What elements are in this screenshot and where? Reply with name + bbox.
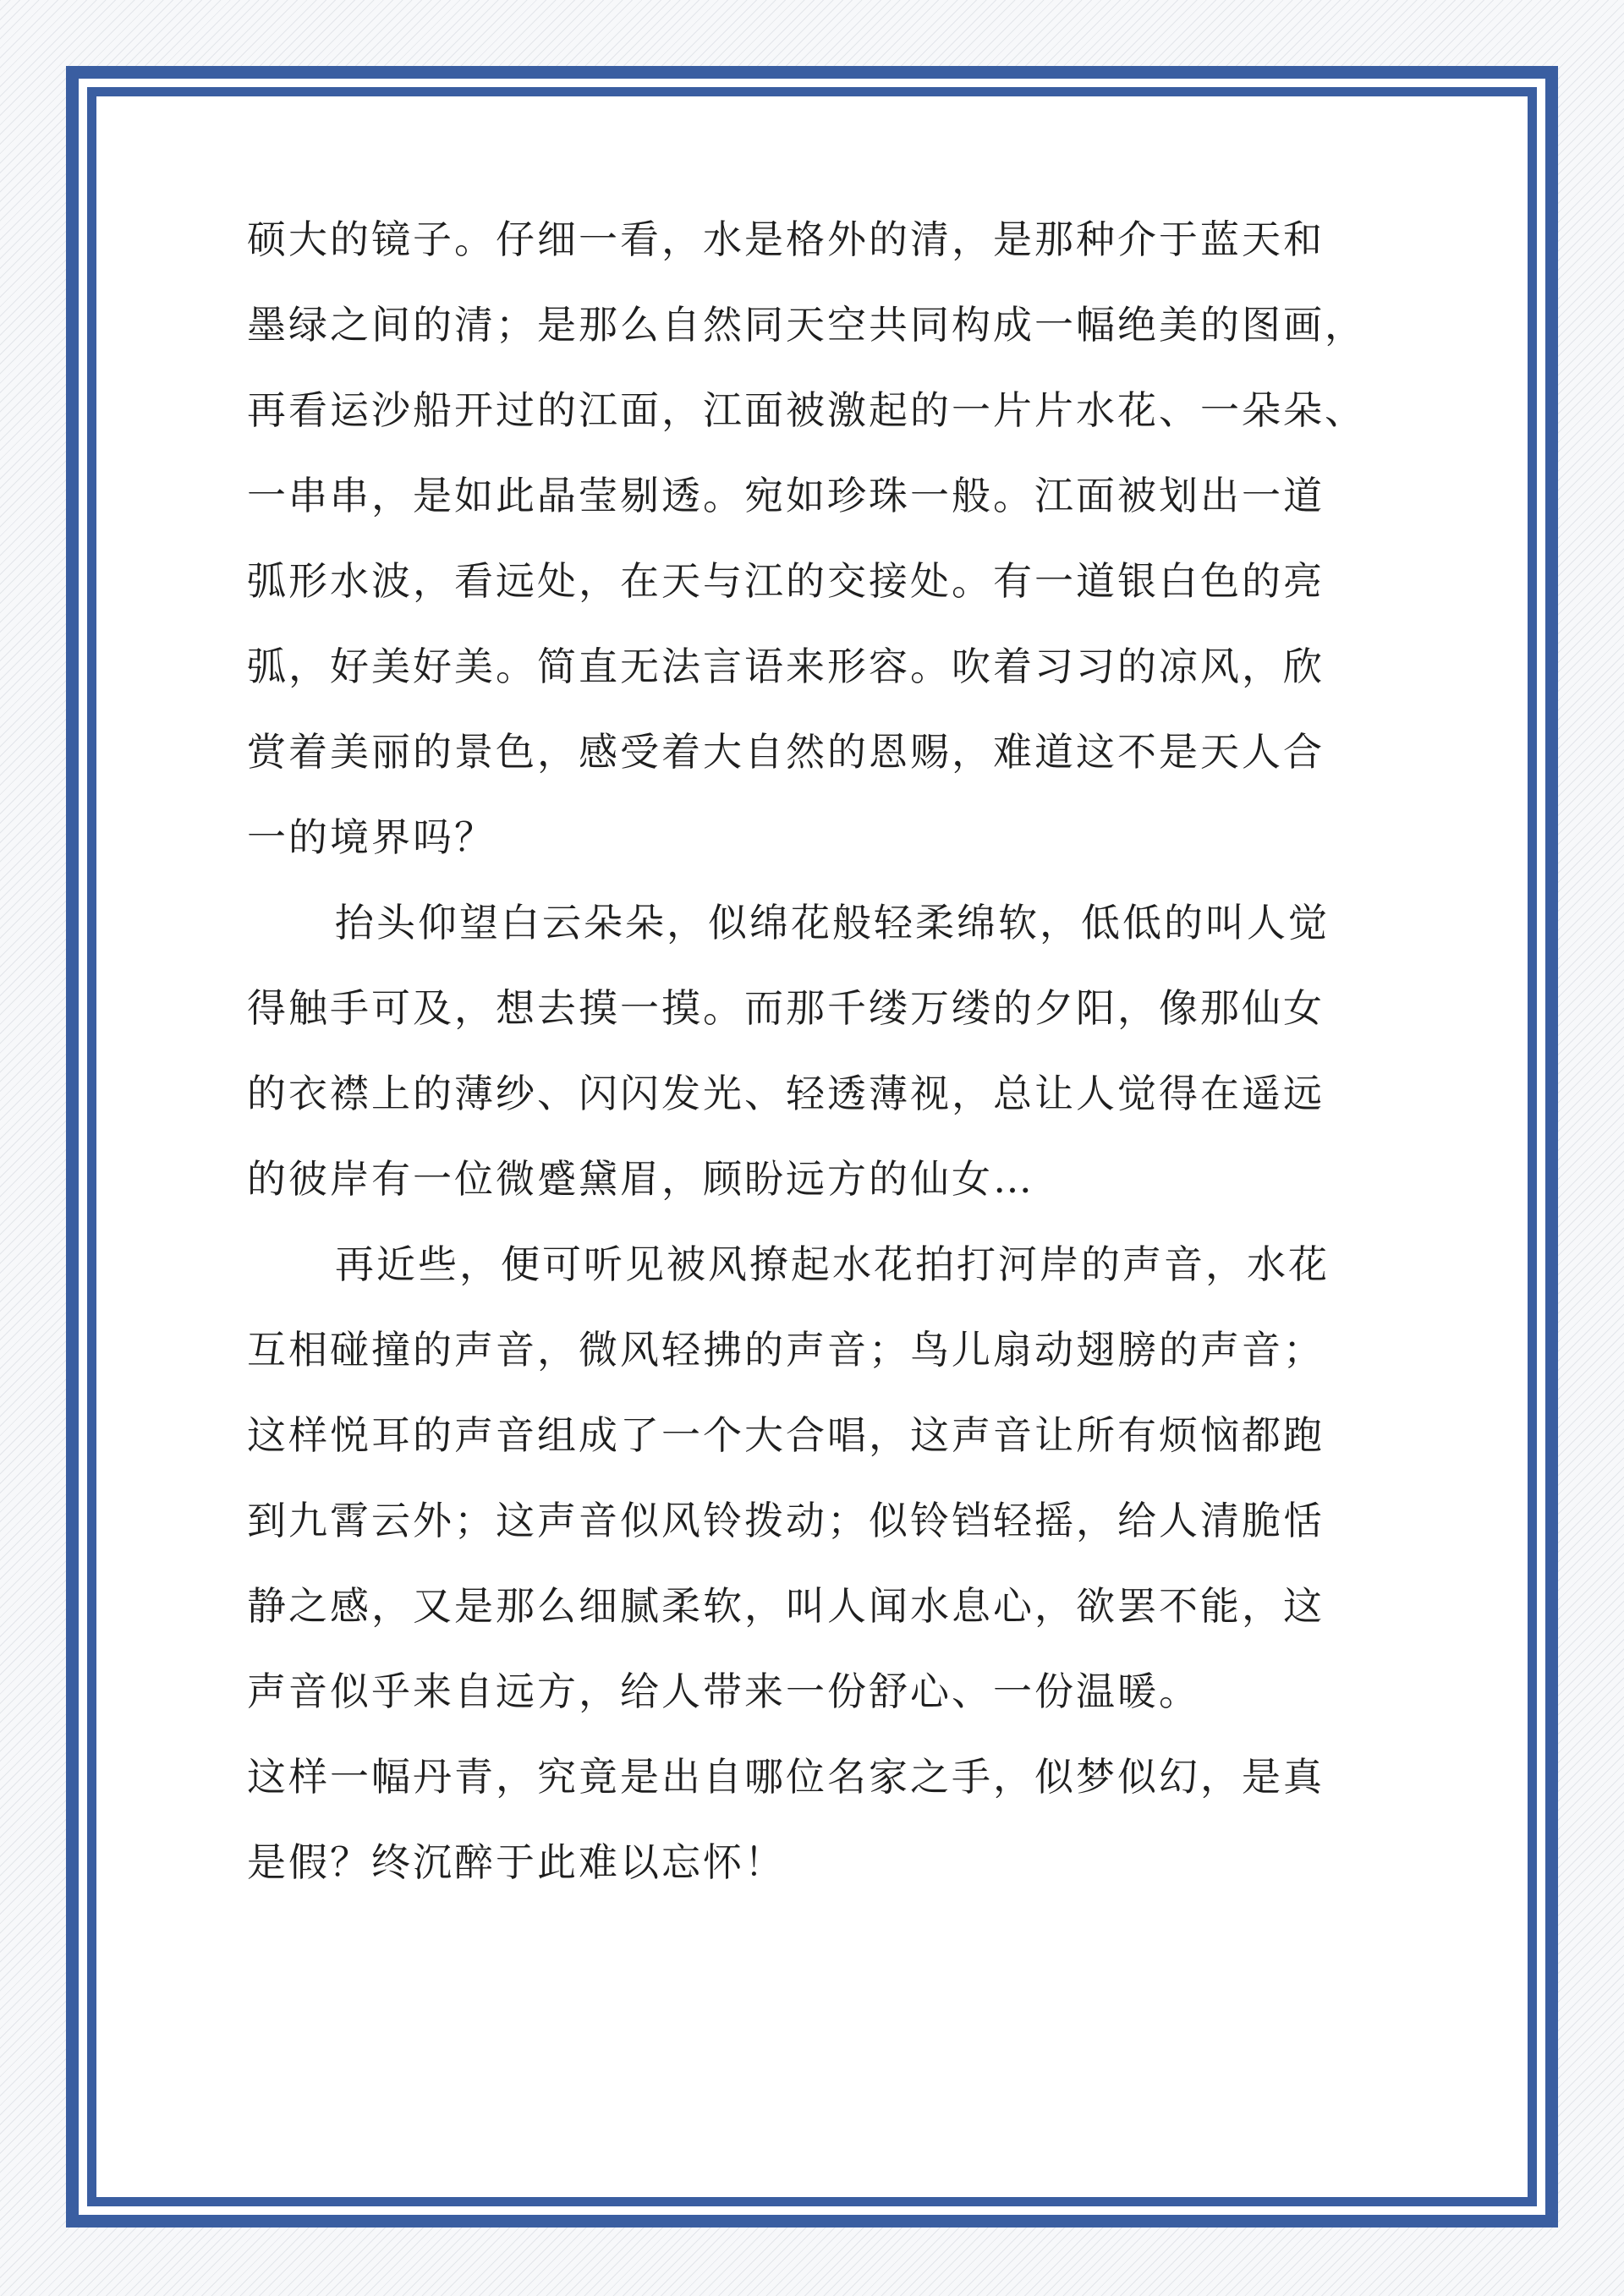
text-line: 再近些，便可听见被风撩起水花拍打河岸的声音，水花: [335, 1241, 1330, 1287]
document-body: [247, 197, 1380, 1905]
text-line: 墨绿之间的清；是那么自然同天空共同构成一幅绝美的图画，: [247, 302, 1366, 348]
text-line: 得触手可及，想去摸一摸。而那千缕万缕的夕阳，像那仙女: [247, 985, 1325, 1031]
text-line: 这样悦耳的声音组成了一个大合唱，这声音让所有烦恼都跑: [247, 1412, 1325, 1458]
text-line: 静之感，又是那么细腻柔软，叫人闻水息心，欲罢不能，这: [247, 1583, 1325, 1629]
text-line: 是假？终沉醉于此难以忘怀！: [247, 1839, 786, 1885]
text-line: 抬头仰望白云朵朵，似绵花般轻柔绵软，低低的叫人觉: [335, 900, 1330, 945]
paragraph: [247, 1734, 1380, 1905]
text-line: 弧形水波，看远处，在天与江的交接处。有一道银白色的亮: [247, 558, 1325, 604]
text-line: 赏着美丽的景色，感受着大自然的恩赐，难道这不是天人合: [247, 729, 1325, 775]
text-line: 一的境界吗？: [247, 814, 496, 860]
text-line: 一串串，是如此晶莹剔透。宛如珍珠一般。江面被划出一道: [247, 473, 1325, 518]
text-line: 再看运沙船开过的江面，江面被激起的一片片水花、一朵朵、: [247, 387, 1366, 433]
text-line: 的衣襟上的薄纱、闪闪发光、轻透薄视，总让人觉得在遥远: [247, 1071, 1325, 1116]
text-line: 声音似乎来自远方，给人带来一份舒心、一份温暖。: [247, 1669, 1200, 1714]
text-line: 到九霄云外；这声音似风铃拨动；似铃铛轻摇，给人清脆恬: [247, 1498, 1325, 1543]
paragraph: [247, 197, 1380, 880]
text-line: 互相碰撞的声音，微风轻拂的声音；鸟儿扇动翅膀的声音；: [247, 1327, 1325, 1373]
text-line: 这样一幅丹青，究竟是出自哪位名家之手，似梦似幻，是真: [247, 1754, 1325, 1800]
paragraph: [247, 1222, 1380, 1734]
paragraph: [247, 880, 1380, 1222]
text-line: 弧，好美好美。简直无法言语来形容。吹着习习的凉风，欣: [247, 644, 1325, 689]
text-line: 硕大的镜子。仔细一看，水是格外的清，是那种介于蓝天和: [247, 216, 1325, 262]
text-line: 的彼岸有一位微蹙黛眉，顾盼远方的仙女…: [247, 1156, 1034, 1202]
